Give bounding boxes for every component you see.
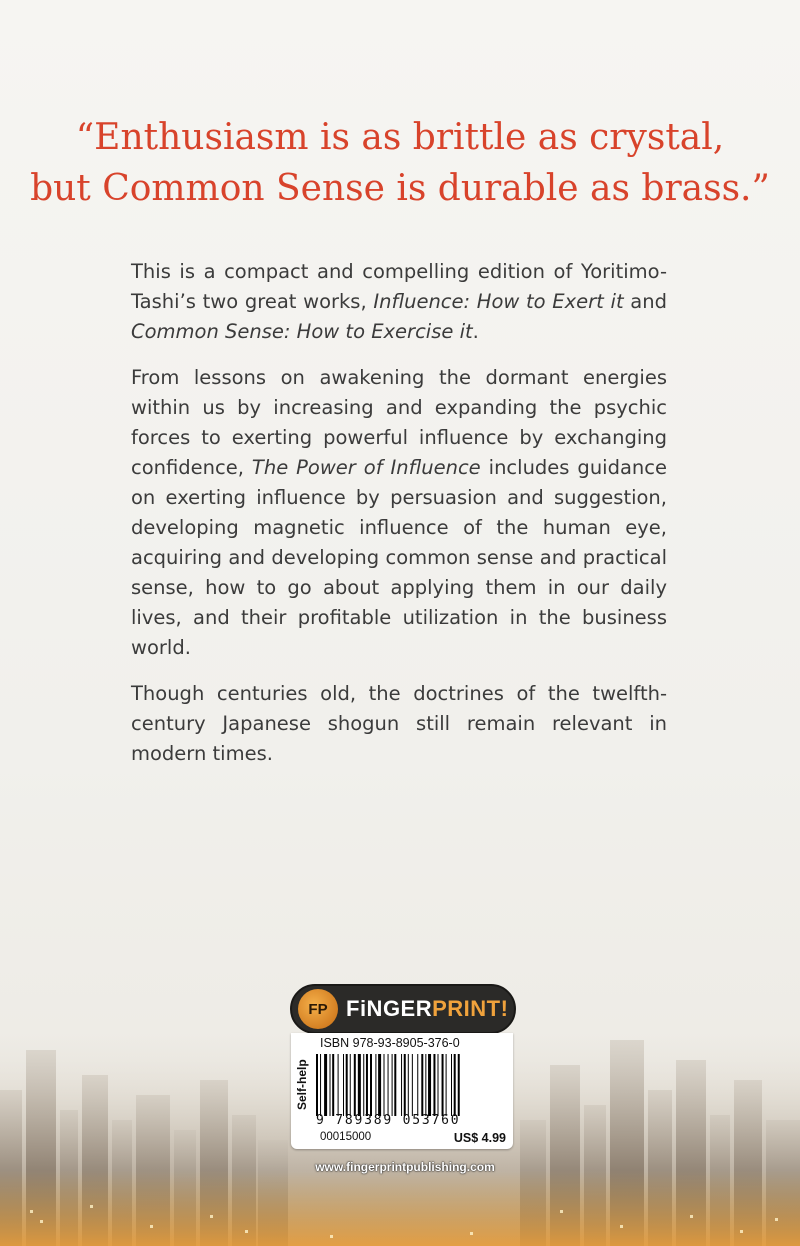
barcode-bar — [363, 1054, 364, 1116]
barcode-bar — [458, 1054, 460, 1116]
blurb-text: From lessons on awakening the dormant energies within us by increasing and expanding the psychic forces to exerting powerful influence by exchanging confidence, — [131, 366, 667, 479]
publisher-name-white: FiNGER — [346, 996, 433, 1021]
blurb-paragraph-2 — [131, 363, 667, 663]
barcode-bar — [404, 1054, 406, 1116]
blurb-text: . — [472, 320, 479, 343]
price-line — [320, 1131, 506, 1145]
blurb-paragraph-1 — [131, 257, 667, 347]
quote-line-2: but Common Sense is durable as brass.” — [30, 168, 770, 209]
barcode-bar — [412, 1054, 413, 1116]
price: US$ 4.99 — [453, 1131, 506, 1145]
barcode-bar — [408, 1054, 409, 1116]
barcode — [314, 1054, 506, 1116]
barcode-bar — [417, 1054, 418, 1116]
barcode-bar — [358, 1054, 361, 1116]
book-title-power-of-influence: The Power of Influence — [251, 456, 481, 479]
barcode-bar — [332, 1054, 334, 1116]
isbn-text: ISBN 978-93-8905-376-0 — [320, 1036, 460, 1050]
barcode-bar — [320, 1054, 321, 1116]
blurb-text: This is a compact and compelling edition of Yoritimo-Tashi’s two great works, — [131, 260, 667, 313]
barcode-bar — [451, 1054, 452, 1116]
barcode-bar — [324, 1054, 327, 1116]
barcode-bar — [394, 1054, 396, 1116]
publisher-name — [346, 996, 508, 1022]
blurb-paragraph-3: Though centuries old, the doctrines of the twelfth-century Japanese shogun still remain relevant in modern times. — [131, 682, 667, 765]
barcode-bar — [428, 1054, 431, 1116]
barcode-bar — [378, 1054, 381, 1116]
barcode-bar — [316, 1054, 318, 1116]
category-label: Self-help — [295, 1059, 309, 1111]
quote-line-1: “Enthusiasm is as brittle as crystal, — [75, 117, 725, 158]
blurb-text: includes guidance on exerting influence by persuasion and suggestion, developing magnetic influence of the human eye, acquiring and developing common sense and practical sense, how to go about applying them in our daily lives, and their profitable utilization in the business world. — [131, 456, 667, 659]
barcode-bar — [421, 1054, 423, 1116]
barcode-bar — [446, 1054, 447, 1116]
barcode-digits: 9 789389 053760 — [316, 1113, 461, 1128]
blurb — [131, 257, 667, 785]
barcode-bar — [388, 1054, 389, 1116]
barcode-bar — [392, 1054, 393, 1116]
publisher-logo — [290, 984, 516, 1034]
barcode-bar — [425, 1054, 426, 1116]
barcode-bar — [370, 1054, 372, 1116]
barcode-bar — [442, 1054, 444, 1116]
barcode-bar — [366, 1054, 368, 1116]
barcode-bar — [343, 1054, 344, 1116]
publisher-name-orange: PRINT! — [432, 996, 509, 1021]
barcode-bar — [346, 1054, 348, 1116]
barcode-bar — [375, 1054, 376, 1116]
publisher-url: www.fingerprintpublishing.com — [315, 1160, 495, 1174]
barcode-bar — [438, 1054, 439, 1116]
barcode-bar — [330, 1054, 331, 1116]
product-code: 00015000 — [320, 1131, 372, 1143]
barcode-bar — [350, 1054, 351, 1116]
barcode-bar — [338, 1054, 339, 1116]
barcode-bar — [401, 1054, 402, 1116]
pull-quote — [0, 112, 800, 214]
blurb-text: and — [623, 290, 667, 313]
book-title-influence: Influence: How to Exert it — [373, 290, 624, 313]
barcode-bar — [433, 1054, 435, 1116]
fp-logo-icon: FP — [298, 989, 338, 1029]
barcode-bar — [454, 1054, 456, 1116]
barcode-bar — [354, 1054, 356, 1116]
barcode-bar — [384, 1054, 385, 1116]
book-title-common-sense: Common Sense: How to Exercise it — [131, 320, 473, 343]
